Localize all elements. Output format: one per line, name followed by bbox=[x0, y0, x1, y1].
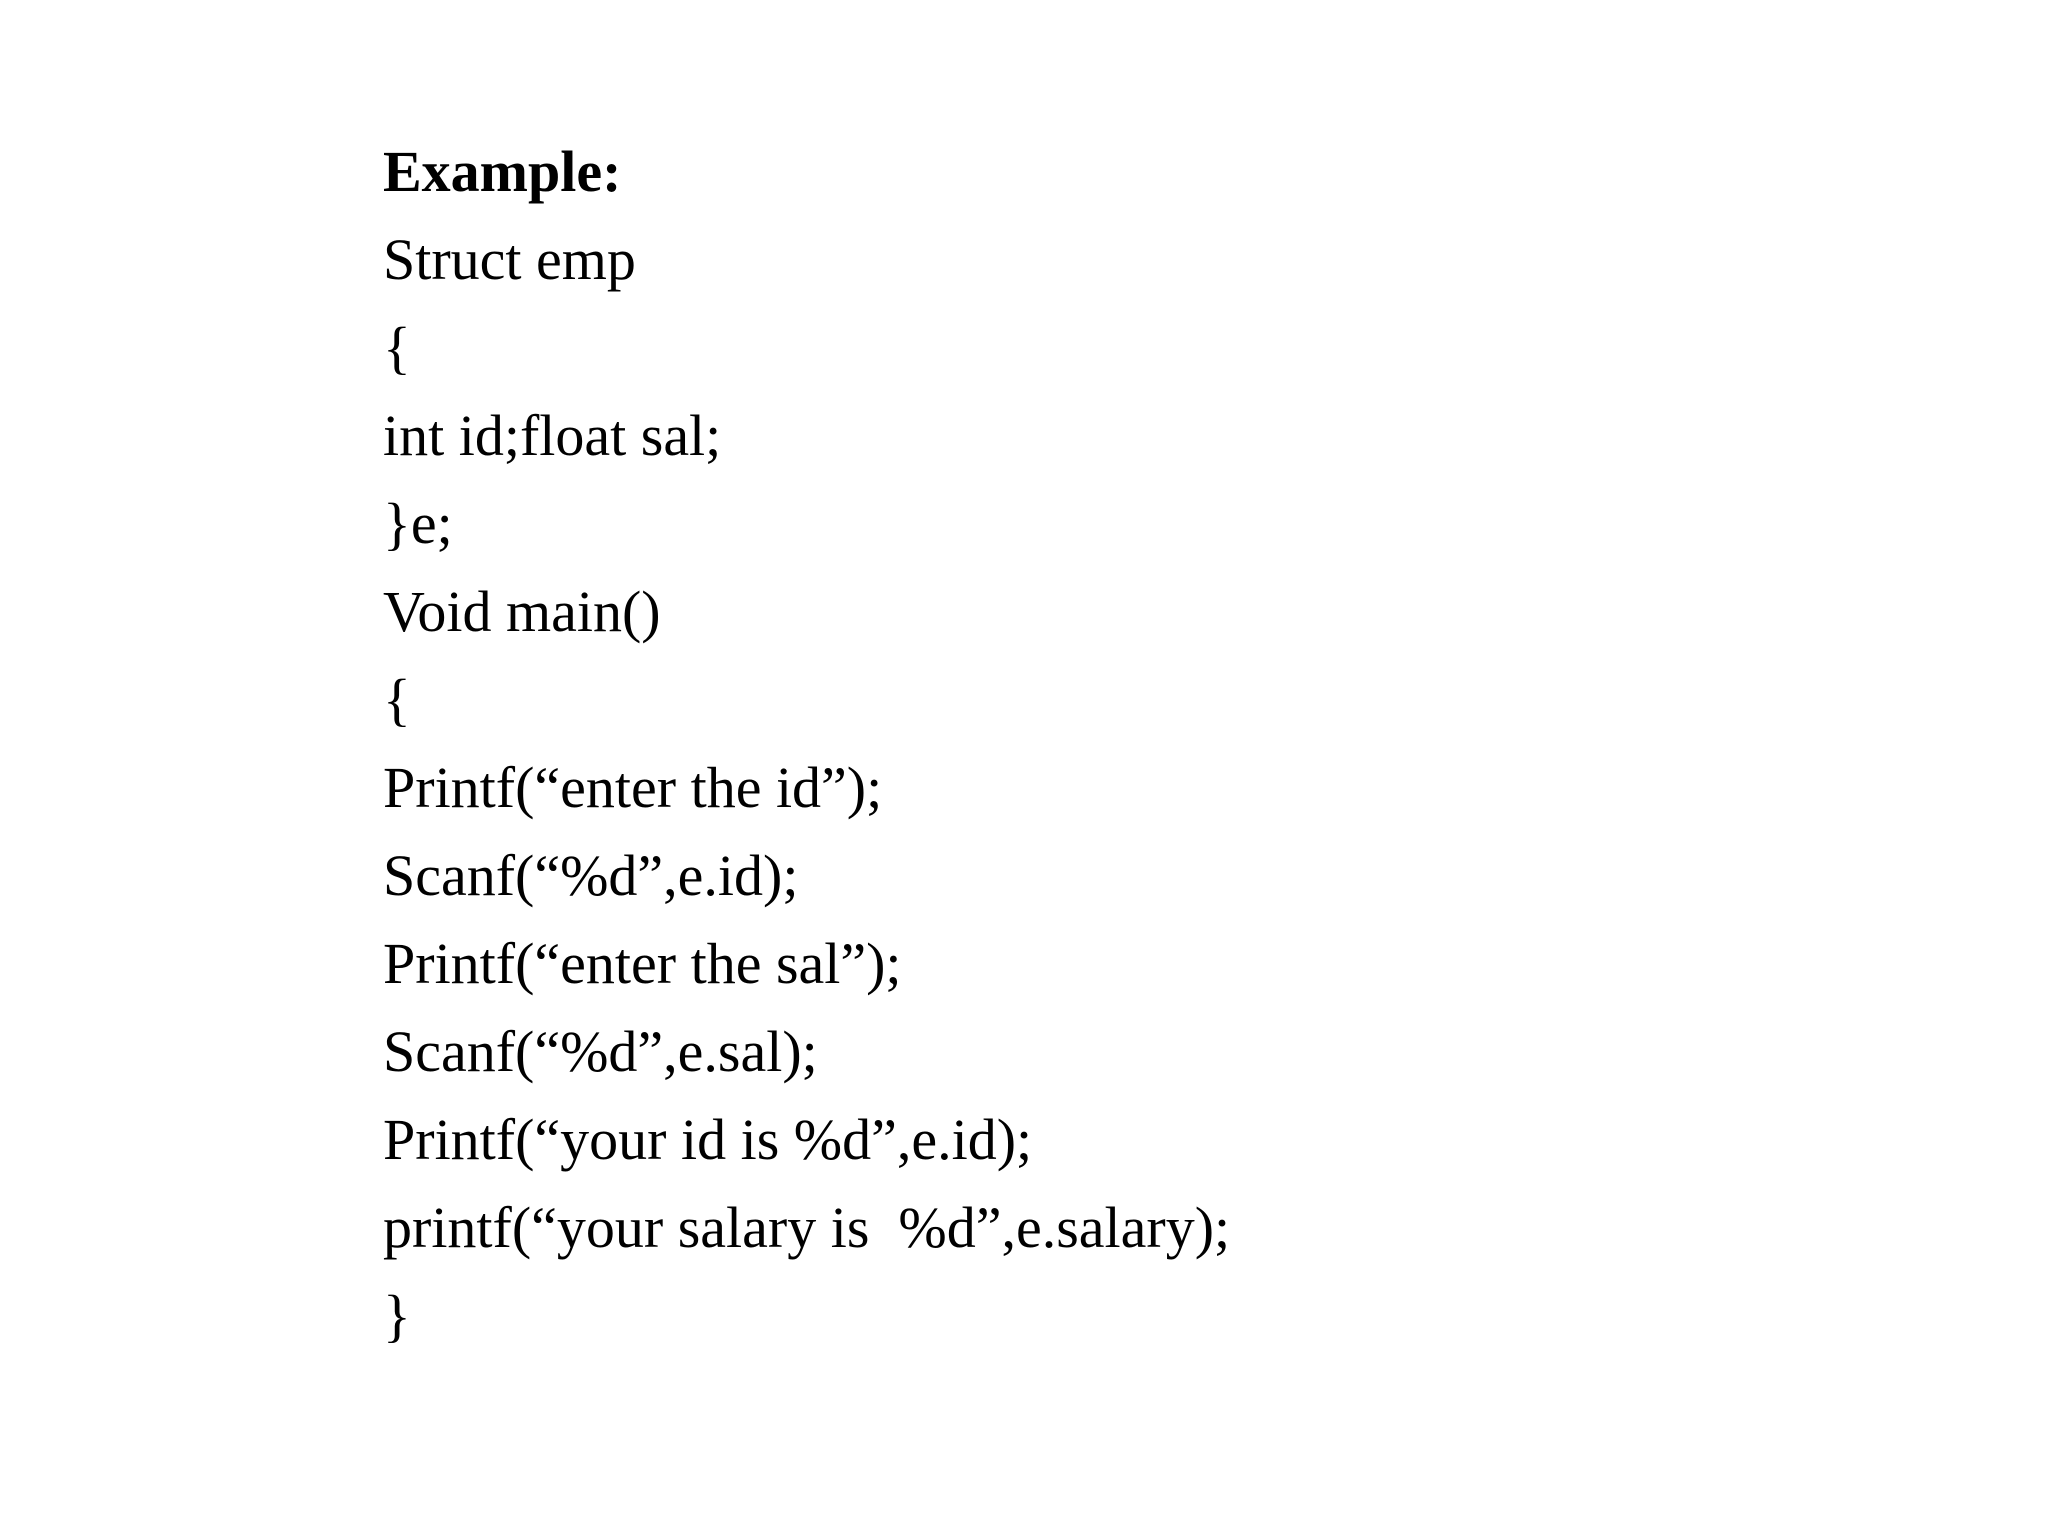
code-line-5: Void main() bbox=[383, 579, 661, 644]
example-heading: Example: bbox=[383, 139, 622, 204]
code-line-6: { bbox=[383, 667, 411, 732]
code-line-2: { bbox=[383, 315, 411, 380]
code-line-12: printf(“your salary is %d”,e.salary); bbox=[383, 1195, 1231, 1260]
code-line-7: Printf(“enter the id”); bbox=[383, 755, 883, 820]
code-line-13: } bbox=[383, 1283, 411, 1348]
code-line-1: Struct emp bbox=[383, 227, 636, 292]
code-line-10: Scanf(“%d”,e.sal); bbox=[383, 1019, 818, 1084]
code-line-11: Printf(“your id is %d”,e.id); bbox=[383, 1107, 1033, 1172]
code-line-8: Scanf(“%d”,e.id); bbox=[383, 843, 799, 908]
code-line-4: }e; bbox=[383, 491, 453, 556]
code-line-3: int id;float sal; bbox=[383, 403, 722, 468]
code-example bbox=[383, 128, 1883, 1360]
code-line-9: Printf(“enter the sal”); bbox=[383, 931, 902, 996]
